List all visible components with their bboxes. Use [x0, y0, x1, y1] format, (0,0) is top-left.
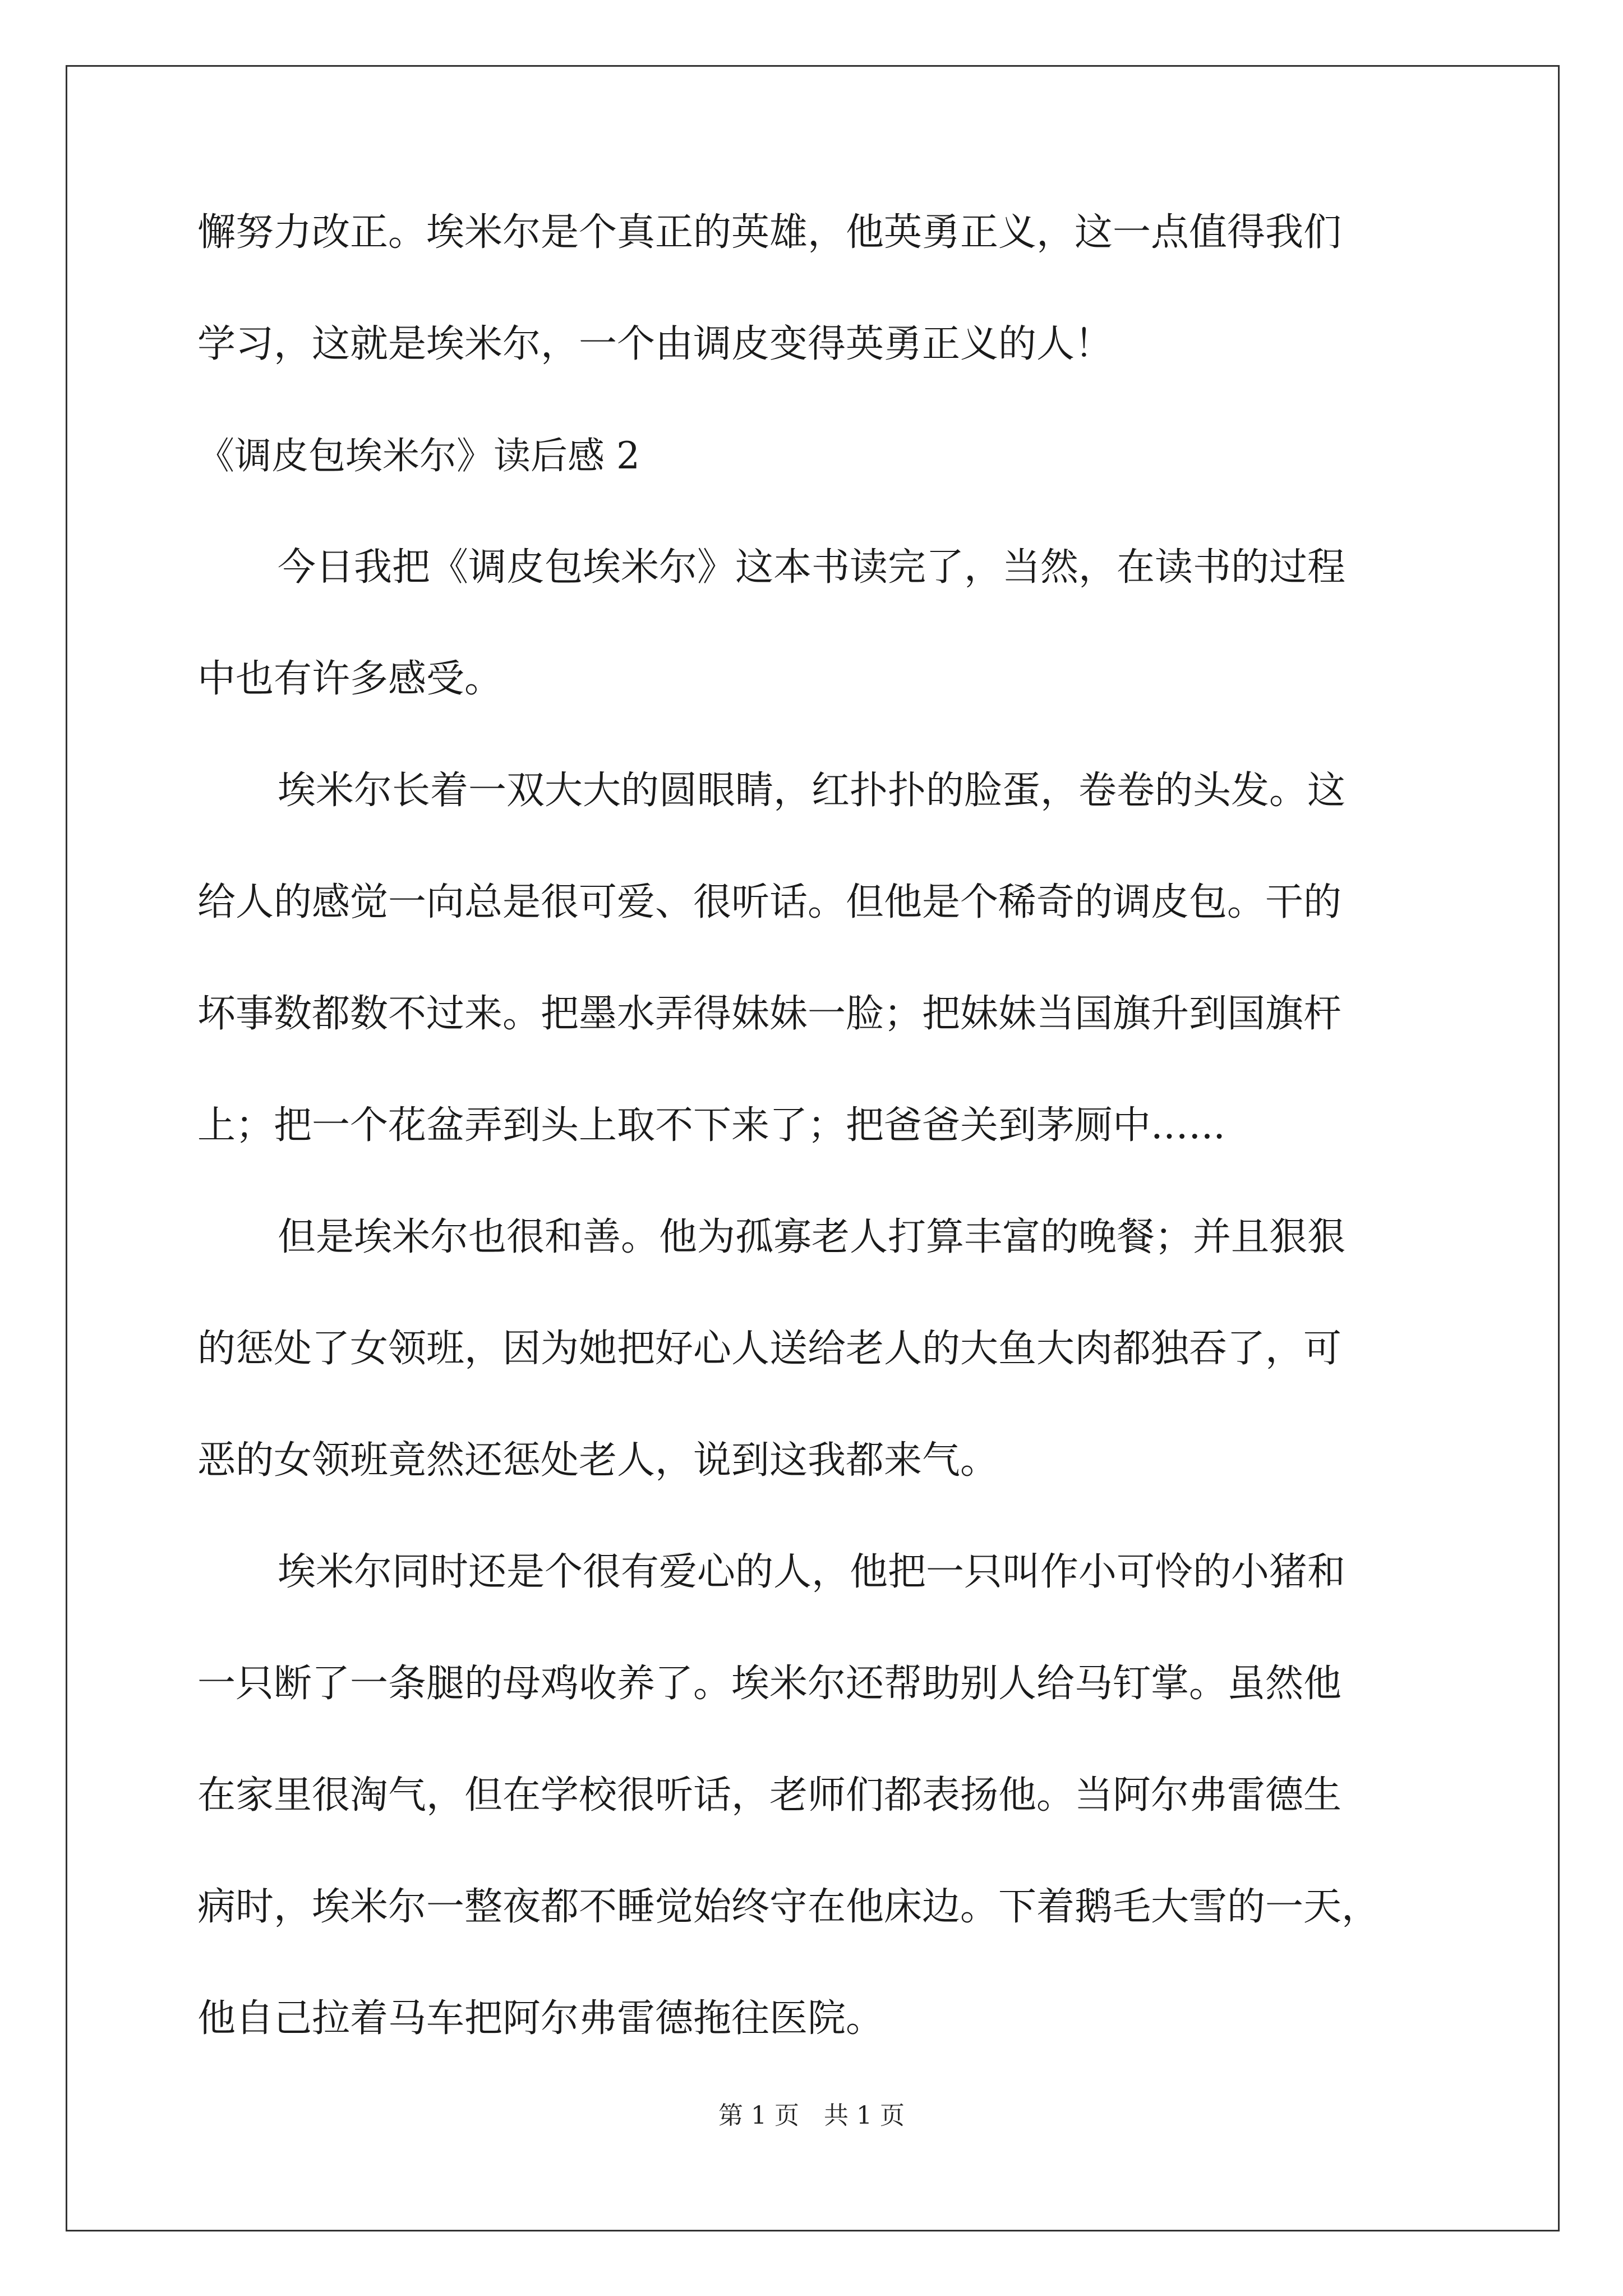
page-number-footer: 第 1 页 共 1 页: [718, 2101, 905, 2130]
text-line: 中也有许多感受。: [197, 657, 503, 701]
text-line: 给人的感觉一向总是很可爱、很听话。但他是个稀奇的调皮包。干的: [197, 880, 1342, 924]
text-line: 懈努力改正。埃米尔是个真正的英雄，他英勇正义，这一点值得我们: [197, 210, 1342, 255]
text-line: 的惩处了女领班，因为她把好心人送给老人的大鱼大肉都独吞了，可: [197, 1327, 1342, 1371]
text-line: 在家里很淘气，但在学校很听话，老师们都表扬他。当阿尔弗雷德生: [197, 1773, 1342, 1818]
paragraph-start-line: 埃米尔同时还是个很有爱心的人，他把一只叫作小可怜的小猪和: [278, 1550, 1346, 1594]
section-heading: 《调皮包埃米尔》读后感 2: [197, 434, 640, 477]
text-line: 恶的女领班竟然还惩处老人，说到这我都来气。: [197, 1438, 999, 1483]
text-line: 他自己拉着马车把阿尔弗雷德拖往医院。: [197, 1996, 884, 2041]
paragraph-start-line: 埃米尔长着一双大大的圆眼睛，红扑扑的脸蛋，卷卷的头发。这: [278, 769, 1346, 813]
text-line: 病时，埃米尔一整夜都不睡觉始终守在他床边。下着鹅毛大雪的一天，: [197, 1885, 1380, 1929]
text-line: 学习，这就是埃米尔，一个由调皮变得英勇正义的人！: [197, 322, 1113, 366]
text-line: 上；把一个花盆弄到头上取不下来了；把爸爸关到茅厕中.…..: [197, 1103, 1225, 1148]
text-line: 一只断了一条腿的母鸡收养了。埃米尔还帮助别人给马钉掌。虽然他: [197, 1662, 1342, 1706]
document-body: [197, 199, 1442, 2097]
text-line: 坏事数都数不过来。把墨水弄得妹妹一脸；把妹妹当国旗升到国旗杆: [197, 992, 1342, 1036]
paragraph-start-line: 但是埃米尔也很和善。他为孤寡老人打算丰富的晚餐；并且狠狠: [278, 1215, 1346, 1259]
paragraph-start-line: 今日我把《调皮包埃米尔》这本书读完了，当然，在读书的过程: [278, 545, 1346, 590]
